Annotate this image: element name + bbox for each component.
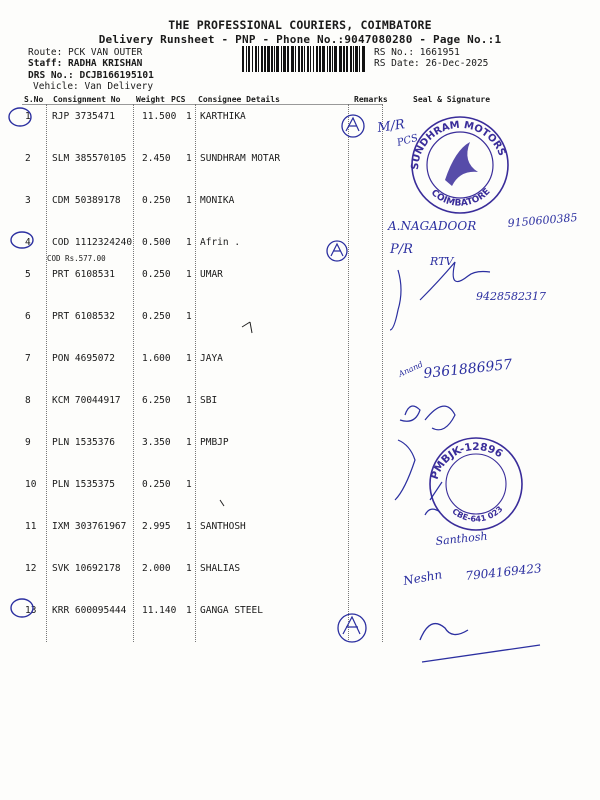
cell-sno: 4 (25, 237, 31, 248)
hw-r4: P/R (390, 242, 413, 257)
company-title: THE PROFESSIONAL COURIERS, COIMBATORE (168, 18, 432, 32)
divider (348, 104, 349, 642)
cell-consignment: RJP 3735471 (52, 111, 115, 122)
col-pcs: PCS (171, 95, 186, 104)
col-consignment: Consignment No (53, 95, 121, 104)
divider (133, 104, 134, 642)
col-weight: Weight (136, 95, 165, 104)
svg-text:PMBJK-12896 (429, 441, 505, 481)
hw-r1: M/R (376, 117, 406, 136)
stamp-text-sundhram: SUNDHRAM MOTORS (409, 119, 508, 171)
sundhram-stamp (410, 117, 508, 213)
cell-consignee: PMBJP (200, 437, 229, 448)
cell-consignment: PRT 6108532 (52, 311, 115, 322)
vehicle: Vehicle: Van Delivery (33, 81, 154, 92)
cell-consignment: SVK 10692178 (52, 563, 121, 574)
cell-consignment: SLM 385570105 (52, 153, 127, 164)
cell-sno: 8 (25, 395, 31, 406)
staff: Staff: RADHA KRISHAN (28, 58, 143, 69)
cell-pcs: 1 (186, 563, 192, 574)
route: Route: PCK VAN OUTER (28, 47, 143, 58)
svg-text:SUNDHRAM MOTORS (410, 120, 507, 171)
cell-consignment: PLN 1535375 (52, 479, 115, 490)
pmbjk-stamp (429, 438, 522, 530)
cell-sno: 10 (25, 479, 37, 490)
cell-pcs: 1 (186, 605, 192, 616)
divider (195, 104, 196, 642)
cell-consignment: PON 4695072 (52, 353, 115, 364)
cell-sno: 7 (25, 353, 31, 364)
stamp-text-pmbjk: PMBJK-12896 (428, 440, 505, 482)
remark-circle (338, 614, 366, 642)
svg-text:CBE-641 023 (450, 504, 504, 523)
cell-weight: 2.450 (142, 153, 171, 164)
rs-number: RS No.: 1661951 (374, 47, 460, 58)
hw-r5-phone: 9428582317 (476, 290, 546, 303)
cell-weight: 6.250 (142, 395, 171, 406)
cell-sno: 3 (25, 195, 31, 206)
cell-consignee: SBI (200, 395, 218, 406)
cell-sno: 12 (25, 563, 37, 574)
cell-pcs: 1 (186, 437, 192, 448)
stamp-text-sundhram-city: COIMBATORE (428, 186, 493, 209)
cell-weight: 0.500 (142, 237, 171, 248)
cell-pcs: 1 (186, 237, 192, 248)
cell-consignee: Afrin . (200, 237, 241, 248)
cell-pcs: 1 (186, 479, 192, 490)
cell-consignment: KCM 70044917 (52, 395, 121, 406)
divider (382, 104, 383, 642)
cell-consignment: KRR 600095444 (52, 605, 127, 616)
cell-consignment: PRT 6108531 (52, 269, 115, 280)
col-remarks: Remarks (354, 95, 388, 104)
cell-weight: 1.600 (142, 353, 171, 364)
cell-pcs: 1 (186, 269, 192, 280)
stamp-text-pmbjk-code: CBE-641 023 (450, 504, 505, 524)
barcode (242, 46, 368, 74)
svg-text:COIMBATORE (429, 187, 493, 209)
cell-weight: 11.140 (142, 605, 177, 616)
cell-sno: 11 (25, 521, 37, 532)
cell-pcs: 1 (186, 353, 192, 364)
hw-r12: Neshn (402, 567, 444, 588)
cell-weight: 0.250 (142, 311, 171, 322)
remark-circle (342, 115, 364, 137)
cell-weight: 11.500 (142, 111, 177, 122)
remark-circle (327, 241, 347, 261)
cell-pcs: 1 (186, 195, 192, 206)
cell-sno: 9 (25, 437, 31, 448)
col-sno: S.No (24, 95, 44, 104)
cell-consignee: UMAR (200, 269, 223, 280)
runsheet-subtitle: Delivery Runsheet - PNP - Phone No.:9047080280 - Page No.:1 (98, 33, 502, 46)
cell-consignment: IXM 303761967 (52, 521, 127, 532)
hw-r3-phone: 9150600385 (507, 210, 578, 230)
header-rule (22, 104, 382, 105)
hw-r12-phone: 7904169423 (464, 561, 543, 583)
cell-consignee: SUNDHRAM MOTAR (200, 153, 281, 164)
cell-weight: 0.250 (142, 479, 171, 490)
col-consignee: Consignee Details (198, 95, 280, 104)
divider (46, 104, 47, 642)
cell-weight: 2.000 (142, 563, 171, 574)
cell-sno: 2 (25, 153, 31, 164)
cell-weight: 0.250 (142, 195, 171, 206)
cell-sno: 1 (25, 111, 31, 122)
cell-sno: 13 (25, 605, 37, 616)
cell-consignment: COD 1112324240 (52, 237, 133, 248)
hw-r11: Santhosh (434, 529, 489, 548)
rs-date: RS Date: 26-Dec-2025 (374, 58, 489, 69)
cell-pcs: 1 (186, 521, 192, 532)
cell-consignee: KARTHIKA (200, 111, 246, 122)
cell-pcs: 1 (186, 311, 192, 322)
cell-weight: 2.995 (142, 521, 171, 532)
cell-consignee: JAYA (200, 353, 223, 364)
cell-consignment: PLN 1535376 (52, 437, 115, 448)
hw-r4b: RTV (430, 255, 454, 268)
cell-consignee: SANTHOSH (200, 521, 246, 532)
cell-weight: 3.350 (142, 437, 171, 448)
hw-r3: A.NAGADOOR (388, 219, 477, 233)
cell-pcs: 1 (186, 395, 192, 406)
cell-consignee: GANGA STEEL (200, 605, 263, 616)
hw-r7: Anand (397, 359, 425, 379)
cod-note: COD Rs.577.00 (47, 254, 106, 263)
cell-consignee: MONIKA (200, 195, 235, 206)
hw-r1b: PCS (395, 132, 420, 149)
drs-number: DRS No.: DCJB166195101 (28, 70, 154, 81)
cell-pcs: 1 (186, 153, 192, 164)
cell-consignment: CDM 50389178 (52, 195, 121, 206)
cell-sno: 5 (25, 269, 31, 280)
cell-pcs: 1 (186, 111, 192, 122)
cell-consignee: SHALIAS (200, 563, 241, 574)
hw-r7-phone: 9361886957 (422, 356, 514, 382)
cell-weight: 0.250 (142, 269, 171, 280)
cell-sno: 6 (25, 311, 31, 322)
col-seal-signature: Seal & Signature (413, 95, 491, 104)
